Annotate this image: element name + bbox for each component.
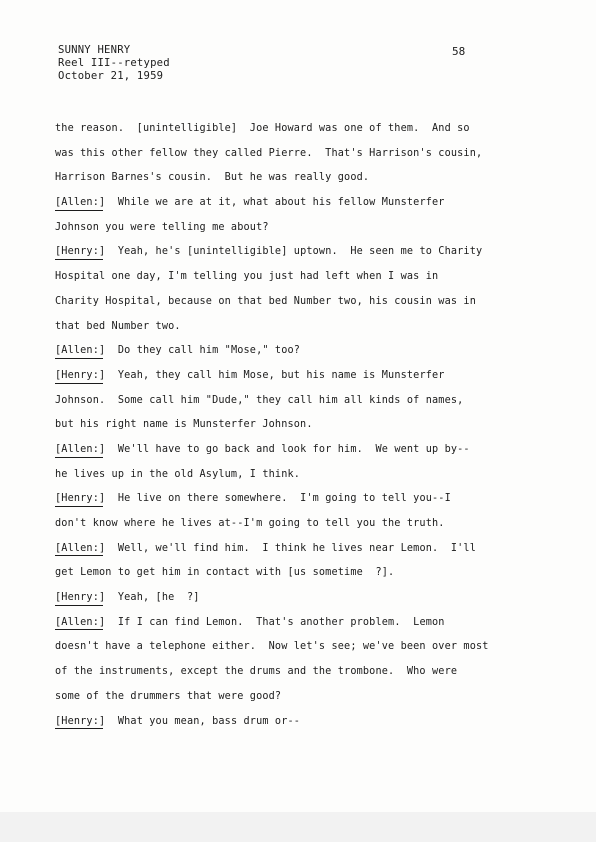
transcript-line	[55, 487, 535, 512]
line-text: get Lemon to get him in contact with [us sometime ?].	[55, 567, 395, 579]
transcript-line	[55, 685, 535, 710]
transcript-line	[55, 339, 535, 364]
line-text: was this other fellow they called Pierre. That's Harrison's cousin,	[55, 147, 483, 159]
transcript-line	[55, 216, 535, 241]
transcript-line	[55, 240, 535, 265]
speaker-label: [Henry:]	[55, 240, 105, 265]
speaker-label: [Allen:]	[55, 339, 105, 364]
interviewee-name: SUNNY HENRY	[58, 44, 131, 56]
line-text: Johnson you were telling me about?	[55, 221, 269, 233]
line-text: While we are at it, what about his fellow Munsterfer	[105, 197, 445, 209]
line-text: don't know where he lives at--I'm going to tell you the truth.	[55, 518, 445, 529]
speaker-label: [Allen:]	[55, 537, 105, 562]
transcript-line	[55, 265, 535, 290]
transcript-line	[55, 537, 535, 562]
speaker-label: [Henry:]	[55, 586, 105, 611]
line-text: If I can find Lemon. That's another problem. Lemon	[105, 616, 445, 628]
line-text: What you mean, bass drum or--	[105, 715, 301, 727]
line-text: but his right name is Munsterfer Johnson.	[55, 419, 313, 431]
transcript-line	[55, 191, 535, 216]
line-text: Harrison Barnes's cousin. But he was really good.	[55, 172, 370, 184]
line-text: Yeah, he's [unintelligible] uptown. He seen me to Charity	[105, 246, 483, 258]
reel-label: Reel III--retyped	[58, 57, 170, 69]
line-text: Yeah, [he ?]	[105, 592, 200, 604]
transcript-line	[55, 611, 535, 636]
transcript-line	[55, 512, 535, 537]
interview-date: October 21, 1959	[58, 70, 164, 82]
speaker-label: [Henry:]	[55, 487, 105, 512]
line-text: Well, we'll find him. I think he lives near Lemon. I'll	[105, 542, 477, 554]
line-text: Yeah, they call him Mose, but his name is Munsterfer	[105, 369, 445, 381]
line-text: of the instruments, except the drums and the trombone. Who were	[55, 666, 458, 678]
speaker-label: [Allen:]	[55, 611, 105, 636]
line-text: doesn't have a telephone either. Now let's see; we've been over most	[55, 641, 489, 653]
page-number: 58	[452, 45, 466, 58]
transcript-line	[55, 413, 535, 438]
transcript-line	[55, 166, 535, 191]
transcript-line	[55, 561, 535, 586]
speaker-label: [Allen:]	[55, 438, 105, 463]
line-text: Charity Hospital, because on that bed Number two, his cousin was in	[55, 295, 476, 307]
transcript-line	[55, 290, 535, 315]
transcript-line	[55, 364, 535, 389]
speaker-label: [Allen:]	[55, 191, 105, 216]
line-text: some of the drummers that were good?	[55, 690, 282, 702]
line-text: He live on there somewhere. I'm going to tell you--I	[105, 493, 451, 505]
transcript-line	[55, 142, 535, 167]
speaker-label: [Henry:]	[55, 364, 105, 389]
transcript-body	[55, 117, 535, 734]
transcript-line	[55, 710, 535, 735]
scan-bottom-edge	[0, 812, 596, 842]
line-text: Johnson. Some call him "Dude," they call him all kinds of names,	[55, 394, 464, 406]
line-text: Hospital one day, I'm telling you just had left when I was in	[55, 271, 439, 283]
line-text: Do they call him "Mose," too?	[105, 345, 301, 357]
document-header	[58, 44, 170, 83]
transcript-line	[55, 117, 535, 142]
transcript-line	[55, 635, 535, 660]
transcript-line	[55, 660, 535, 685]
transcript-line	[55, 463, 535, 488]
transcript-line	[55, 438, 535, 463]
line-text: that bed Number two.	[55, 320, 181, 332]
speaker-label: [Henry:]	[55, 710, 105, 735]
line-text: the reason. [unintelligible] Joe Howard was one of them. And so	[55, 123, 470, 134]
transcript-line	[55, 389, 535, 414]
line-text: We'll have to go back and look for him. We went up by--	[105, 443, 470, 455]
transcript-line	[55, 315, 535, 340]
transcript-line	[55, 586, 535, 611]
line-text: he lives up in the old Asylum, I think.	[55, 468, 301, 480]
